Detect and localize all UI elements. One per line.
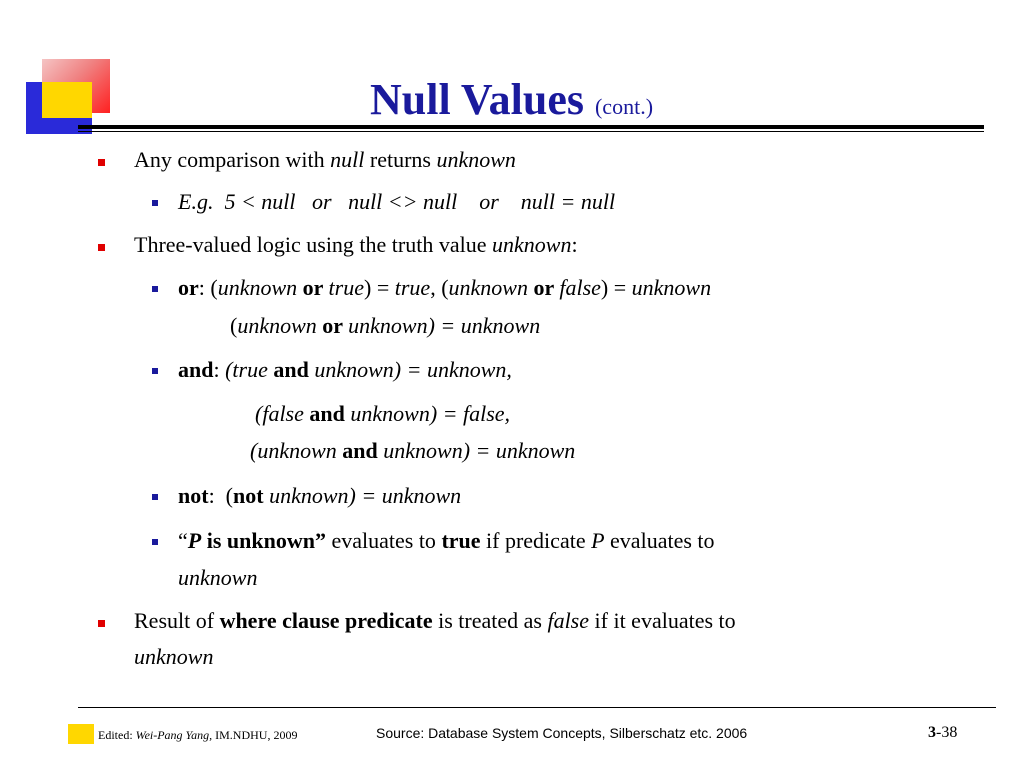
title-rule-thick	[78, 125, 984, 129]
bullet-2d-line-1	[178, 528, 715, 554]
bullet-marker-1a	[152, 200, 158, 206]
text: unknown) = unknown,	[314, 357, 512, 382]
text: unknown	[134, 644, 214, 669]
bullet-1	[134, 147, 516, 173]
bullet-2b-line-2	[255, 401, 510, 427]
text: P	[187, 528, 202, 553]
text: (true	[225, 357, 268, 382]
text: is unknown	[201, 528, 315, 553]
text: is treated as	[432, 608, 548, 633]
bullet-2a-line-2	[230, 313, 540, 339]
text: evaluates to	[604, 528, 715, 553]
text: E.g. 5 < null or null <> null or null = null	[178, 189, 616, 214]
bullet-1a	[178, 189, 615, 215]
bullet-2a-line-1	[178, 275, 711, 301]
bullet-marker-2b	[152, 368, 158, 374]
text: Result of	[134, 608, 220, 633]
text: :	[571, 232, 578, 257]
bullet-2c	[178, 483, 461, 509]
text: unknown	[492, 232, 572, 257]
text: “	[178, 528, 188, 553]
text: ) =	[364, 275, 395, 300]
text: unknown	[237, 313, 317, 338]
bullet-2d-line-2	[178, 565, 257, 591]
text: false	[547, 608, 590, 633]
text: P	[591, 528, 605, 553]
text: Wei-Pang Yang,	[135, 728, 213, 742]
bullet-marker-3	[98, 620, 105, 627]
text: Any comparison with	[134, 147, 331, 172]
footer-source: Source: Database System Concepts, Silberschatz etc. 2006	[376, 725, 748, 741]
text: false	[559, 275, 601, 300]
text: true	[441, 528, 481, 553]
text: or	[297, 275, 329, 300]
text: if predicate	[480, 528, 592, 553]
decor-yellow-square	[42, 82, 92, 118]
bullet-marker-2a	[152, 286, 158, 292]
text: if it evaluates to	[589, 608, 736, 633]
bullet-marker-2d	[152, 539, 158, 545]
text: null	[330, 147, 365, 172]
text: and	[336, 438, 384, 463]
text: true	[328, 275, 364, 300]
text: : (	[198, 275, 218, 300]
text: Three-valued logic using the truth value	[134, 232, 492, 257]
text: unknown	[178, 565, 258, 590]
text: or	[178, 275, 199, 300]
text: IM.NDHU, 2009	[212, 728, 298, 742]
bullet-2b-line-1	[178, 357, 512, 383]
bullet-marker-2c	[152, 494, 158, 500]
text: returns	[364, 147, 437, 172]
footer-yellow-box	[68, 724, 94, 744]
text: , (	[430, 275, 449, 300]
text: unknown) = unknown	[383, 438, 576, 463]
text: ”	[314, 528, 326, 553]
text: true	[394, 275, 431, 300]
footer-edited	[98, 728, 297, 743]
bullet-2	[134, 232, 578, 258]
text: (false	[255, 401, 304, 426]
bullet-marker-2	[98, 244, 105, 251]
text: unknown) = false,	[350, 401, 511, 426]
text: Edited:	[98, 728, 136, 742]
text: : (	[208, 483, 234, 508]
text: -38	[936, 724, 958, 741]
text: unknown	[631, 275, 712, 300]
text: where clause predicate	[219, 608, 433, 633]
text: unknown	[448, 275, 528, 300]
text: and	[267, 357, 315, 382]
bullet-3-line-1	[134, 608, 736, 634]
text: not	[233, 483, 264, 508]
text: unknown) = unknown	[263, 483, 462, 508]
page-number	[928, 724, 957, 742]
text: not	[178, 483, 209, 508]
slide-title-sub: (cont.)	[594, 94, 654, 119]
text: 3	[928, 724, 936, 741]
text: or	[316, 313, 349, 338]
text: and	[303, 401, 351, 426]
title-rule-thin	[78, 131, 984, 132]
text: (unknown	[250, 438, 337, 463]
text: unknown) = unknown	[348, 313, 541, 338]
text: or	[527, 275, 560, 300]
text: ) =	[600, 275, 632, 300]
bullet-marker-1	[98, 159, 105, 166]
text: :	[213, 357, 226, 382]
text: evaluates to	[325, 528, 442, 553]
text: and	[178, 357, 214, 382]
slide-title-main: Null Values	[370, 75, 584, 124]
footer-rule	[78, 707, 996, 708]
bullet-2b-line-3	[250, 438, 575, 464]
bullet-3-line-2	[134, 644, 213, 670]
text: unknown	[436, 147, 516, 172]
text: (	[230, 313, 238, 338]
text: unknown	[217, 275, 298, 300]
